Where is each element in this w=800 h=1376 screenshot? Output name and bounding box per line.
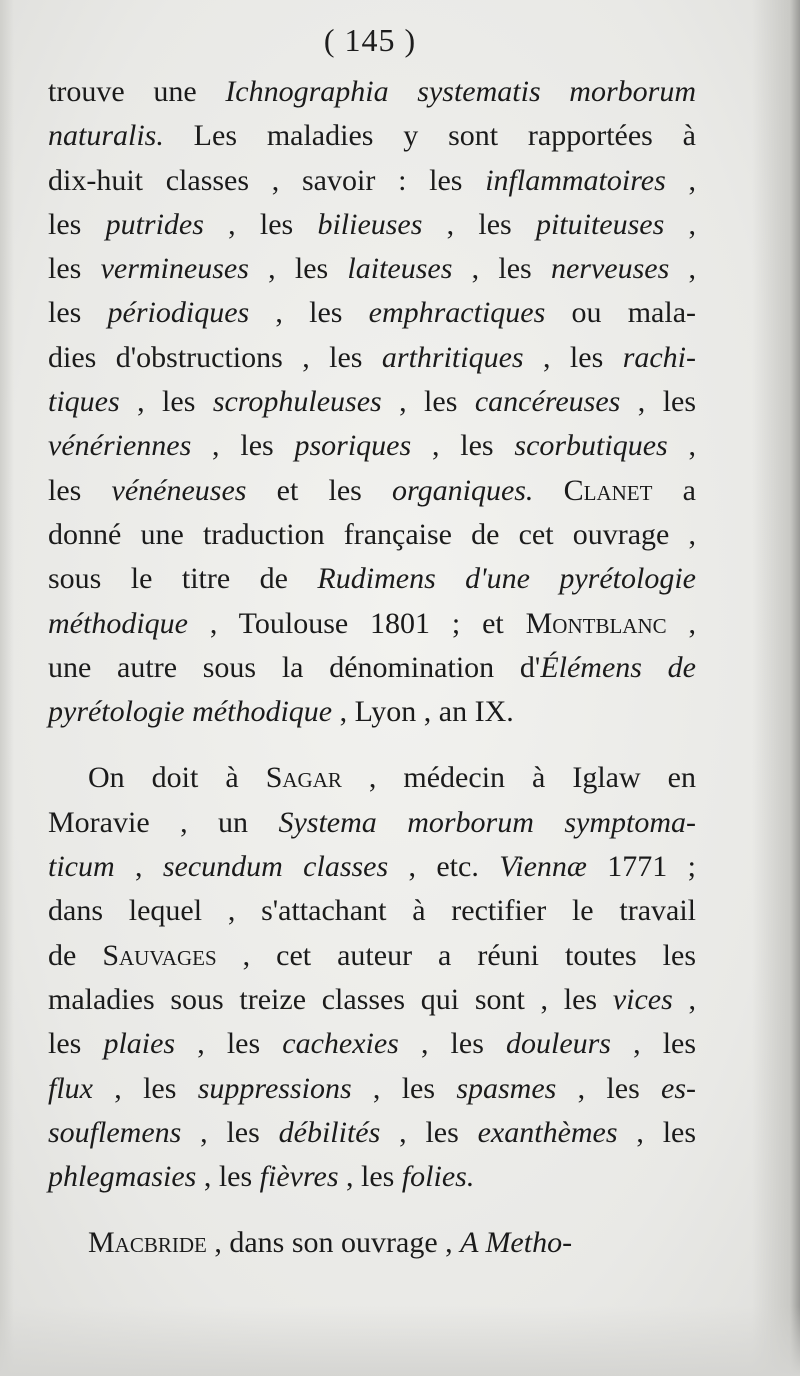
body-text bbox=[48, 70, 696, 1266]
small-caps-name: Clanet bbox=[563, 473, 653, 507]
italic-text: A Metho- bbox=[460, 1226, 573, 1260]
text-segment: , les bbox=[422, 207, 536, 241]
text-segment: ou mala- bbox=[545, 296, 697, 330]
italic-text: putrides bbox=[105, 207, 204, 241]
italic-text: tiques bbox=[48, 385, 120, 419]
text-segment: les bbox=[48, 473, 112, 507]
paragraph bbox=[48, 70, 696, 734]
text-line bbox=[48, 70, 696, 114]
scan-shadow-left bbox=[0, 0, 14, 1376]
text-line bbox=[48, 845, 696, 889]
italic-text: nerveuses bbox=[550, 252, 670, 286]
text-segment: , les bbox=[203, 207, 318, 241]
italic-text: vénériennes bbox=[48, 429, 192, 463]
italic-text: Élémens de bbox=[540, 650, 696, 684]
text-segment: , les bbox=[119, 385, 213, 419]
italic-text: Rudimens d'une pyrétologie bbox=[317, 562, 696, 596]
text-line bbox=[48, 380, 696, 424]
text-segment: On doit à bbox=[88, 761, 266, 795]
text-segment: dies d'obstructions , les bbox=[48, 340, 382, 374]
italic-text: plaies bbox=[103, 1027, 176, 1061]
text-segment: , les bbox=[248, 252, 348, 286]
italic-text: spasmes bbox=[456, 1071, 557, 1105]
text-segment: les bbox=[48, 252, 101, 286]
italic-text: périodiques bbox=[107, 296, 250, 330]
text-line bbox=[48, 159, 696, 203]
italic-text: vermineuses bbox=[100, 252, 249, 286]
italic-text: organiques. bbox=[392, 473, 534, 507]
paragraph bbox=[48, 1221, 696, 1265]
italic-text: secundum classes bbox=[162, 850, 389, 884]
text-segment: , les bbox=[452, 252, 551, 286]
italic-text: emphractiques bbox=[368, 296, 546, 330]
scan-shadow-right bbox=[752, 0, 800, 1376]
text-segment: les bbox=[48, 1027, 104, 1061]
text-segment: , etc. bbox=[388, 850, 500, 884]
text-segment: , les bbox=[617, 1115, 697, 1149]
text-segment: , bbox=[667, 429, 697, 463]
italic-text: Ichnographia systematis morborum bbox=[225, 75, 696, 108]
text-segment: , bbox=[669, 252, 697, 286]
scan-shadow-bottom bbox=[0, 1306, 800, 1376]
italic-text: Viennæ bbox=[499, 850, 587, 884]
text-segment: Moravie , un bbox=[48, 805, 279, 839]
italic-text: ticum bbox=[48, 850, 115, 884]
text-segment: donné une traduction française de cet ouvrage , bbox=[48, 517, 696, 551]
text-segment: , bbox=[666, 606, 696, 640]
text-segment: maladies sous treize classes qui sont , les bbox=[48, 982, 613, 1016]
text-segment: , cet auteur a réuni toutes les bbox=[216, 938, 696, 972]
italic-text: scorbutiques bbox=[514, 429, 668, 463]
text-segment: , bbox=[664, 207, 697, 241]
text-segment: , les bbox=[620, 385, 697, 419]
text-segment: , les bbox=[191, 429, 295, 463]
text-segment: , bbox=[114, 850, 163, 884]
text-segment: les bbox=[48, 207, 106, 241]
text-line bbox=[48, 1111, 696, 1155]
italic-text: fièvres bbox=[259, 1160, 339, 1194]
paragraph bbox=[48, 756, 696, 1199]
text-line bbox=[48, 424, 696, 468]
small-caps-name: Montblanc bbox=[525, 606, 667, 640]
page-number: ( 145 ) bbox=[323, 22, 417, 58]
text-segment: , dans son ouvrage , bbox=[206, 1226, 461, 1260]
text-segment: , les bbox=[380, 1115, 478, 1149]
italic-text: es- bbox=[661, 1071, 697, 1105]
text-segment: les bbox=[48, 296, 108, 330]
text-segment: 1771 ; bbox=[586, 850, 696, 884]
text-segment: , les bbox=[338, 1160, 402, 1194]
text-line bbox=[48, 801, 696, 845]
text-segment: trouve une bbox=[48, 75, 226, 108]
text-segment: a bbox=[652, 473, 696, 507]
italic-text: méthodique bbox=[48, 606, 188, 640]
text-line bbox=[48, 336, 696, 380]
text-segment: Les maladies y sont rapportées à bbox=[163, 119, 696, 153]
text-segment: , bbox=[672, 982, 696, 1016]
text-line bbox=[48, 889, 696, 933]
text-segment: , les bbox=[175, 1027, 283, 1061]
italic-text: naturalis. bbox=[48, 119, 164, 153]
text-line bbox=[48, 114, 696, 158]
italic-text: inflammatoires bbox=[485, 163, 666, 197]
text-segment: , les bbox=[610, 1027, 697, 1061]
small-caps-name: Sagar bbox=[265, 761, 342, 795]
text-line bbox=[48, 690, 696, 734]
text-line bbox=[48, 1022, 696, 1066]
italic-text: flux bbox=[48, 1071, 93, 1105]
text-line bbox=[48, 203, 696, 247]
text-line bbox=[48, 291, 696, 335]
text-segment: et les bbox=[246, 473, 393, 507]
italic-text: rachi- bbox=[622, 340, 697, 374]
italic-text: débilités bbox=[278, 1115, 381, 1149]
text-line bbox=[48, 1155, 696, 1199]
text-segment: une autre sous la dénomination d' bbox=[48, 650, 541, 684]
text-line bbox=[48, 934, 696, 978]
italic-text: douleurs bbox=[505, 1027, 611, 1061]
text-line bbox=[48, 557, 696, 601]
italic-text: psoriques bbox=[294, 429, 412, 463]
text-segment: , les bbox=[398, 1027, 506, 1061]
small-caps-name: Sauvages bbox=[102, 938, 217, 972]
italic-text: cachexies bbox=[282, 1027, 399, 1061]
italic-text: bilieuses bbox=[317, 207, 423, 241]
italic-text: exanthèmes bbox=[477, 1115, 618, 1149]
text-segment: , les bbox=[181, 1115, 279, 1149]
text-segment: , les bbox=[351, 1071, 457, 1105]
text-segment bbox=[533, 474, 563, 507]
text-line bbox=[48, 756, 696, 800]
italic-text: vénéneuses bbox=[111, 473, 247, 507]
text-line bbox=[48, 247, 696, 291]
paragraph-gap bbox=[48, 734, 696, 756]
text-line bbox=[48, 646, 696, 690]
paragraph-gap bbox=[48, 1199, 696, 1221]
italic-text: scrophuleuses bbox=[212, 385, 382, 419]
text-line bbox=[48, 602, 696, 646]
italic-text: Systema morborum symptoma- bbox=[278, 805, 696, 839]
text-segment: , les bbox=[93, 1071, 198, 1105]
text-segment: sous le titre de bbox=[48, 562, 318, 596]
italic-text: pituiteuses bbox=[535, 207, 665, 241]
text-segment: , médecin à Iglaw en bbox=[341, 761, 696, 795]
text-segment: , Lyon , an IX. bbox=[332, 695, 514, 729]
text-line bbox=[48, 469, 696, 513]
text-segment: , les bbox=[556, 1071, 662, 1105]
text-line bbox=[48, 513, 696, 557]
text-segment: , les bbox=[523, 340, 623, 374]
text-segment: , les bbox=[249, 296, 369, 330]
text-line bbox=[48, 1221, 696, 1265]
italic-text: souflemens bbox=[48, 1115, 182, 1149]
italic-text: suppressions bbox=[197, 1071, 352, 1105]
italic-text: folies. bbox=[401, 1160, 475, 1194]
italic-text: phlegmasies bbox=[48, 1160, 197, 1194]
text-segment: , Toulouse 1801 ; et bbox=[187, 606, 526, 640]
text-segment: de bbox=[48, 938, 103, 972]
italic-text: vices bbox=[612, 982, 673, 1016]
text-segment: dix-huit classes , savoir : les bbox=[48, 163, 486, 197]
italic-text: cancéreuses bbox=[474, 385, 621, 419]
text-segment: dans lequel , s'attachant à rectifier le travail bbox=[48, 894, 696, 928]
italic-text: laiteuses bbox=[347, 252, 453, 286]
text-segment: , les bbox=[381, 385, 475, 419]
text-line bbox=[48, 978, 696, 1022]
italic-text: arthritiques bbox=[381, 340, 524, 374]
small-caps-name: Macbride bbox=[88, 1226, 207, 1260]
text-segment: , les bbox=[196, 1160, 260, 1194]
italic-text: pyrétologie méthodique bbox=[48, 695, 333, 729]
text-segment: , les bbox=[411, 429, 515, 463]
text-segment: , bbox=[665, 163, 697, 197]
text-line bbox=[48, 1067, 696, 1111]
